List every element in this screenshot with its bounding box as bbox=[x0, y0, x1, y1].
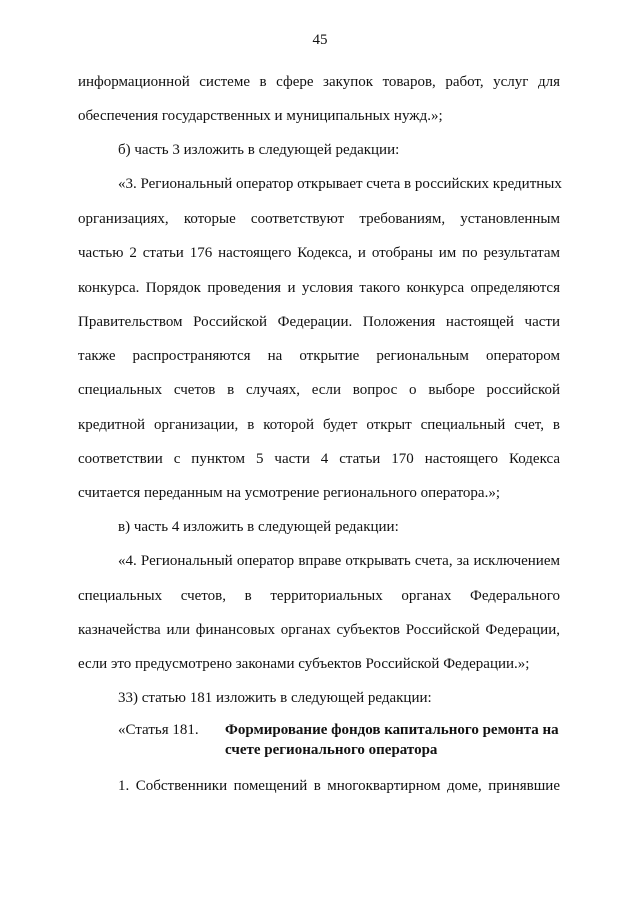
text-line: также распространяются на открытие региональным оператором bbox=[78, 348, 560, 364]
text-line: информационной системе в сфере закупок товаров, работ, услуг для bbox=[78, 74, 560, 90]
text-line: частью 2 статьи 176 настоящего Кодекса, и отобраны им по результатам bbox=[78, 245, 560, 261]
text-line: организациях, которые соответствуют требованиям, установленным bbox=[78, 211, 560, 227]
article-title bbox=[225, 720, 560, 760]
text-line: в) часть 4 изложить в следующей редакции: bbox=[118, 519, 399, 535]
text-line: обеспечения государственных и муниципальных нужд.»; bbox=[78, 108, 443, 124]
text-line: кредитной организации, в которой будет открыт специальный счет, в bbox=[78, 417, 560, 433]
text-line: 1. Собственники помещений в многоквартирном доме, принявшие bbox=[118, 778, 560, 794]
article-title-line: счете регионального оператора bbox=[225, 742, 438, 758]
text-line: б) часть 3 изложить в следующей редакции: bbox=[118, 142, 400, 158]
text-line: если это предусмотрено законами субъектов Российской Федерации.»; bbox=[78, 656, 530, 672]
article-label: «Статья 181. bbox=[118, 722, 199, 738]
text-line: конкурса. Порядок проведения и условия такого конкурса определяются bbox=[78, 280, 560, 296]
text-line: «3. Региональный оператор открывает счета в российских кредитных bbox=[118, 176, 562, 192]
text-line: соответствии с пунктом 5 части 4 статьи 170 настоящего Кодекса bbox=[78, 451, 560, 467]
text-line: казначейства или финансовых органах субъектов Российской Федерации, bbox=[78, 622, 560, 638]
text-line: «4. Региональный оператор вправе открывать счета, за исключением bbox=[118, 553, 560, 569]
article-title-line: Формирование фондов капитального ремонта на bbox=[225, 722, 559, 738]
text-line: Правительством Российской Федерации. Положения настоящей части bbox=[78, 314, 560, 330]
text-line: считается переданным на усмотрение регионального оператора.»; bbox=[78, 485, 501, 501]
text-line: специальных счетов в случаях, если вопрос о выборе российской bbox=[78, 382, 560, 398]
page-number: 45 bbox=[312, 32, 328, 48]
text-line: специальных счетов, в территориальных органах Федерального bbox=[78, 588, 560, 604]
text-line: 33) статью 181 изложить в следующей редакции: bbox=[118, 690, 432, 706]
